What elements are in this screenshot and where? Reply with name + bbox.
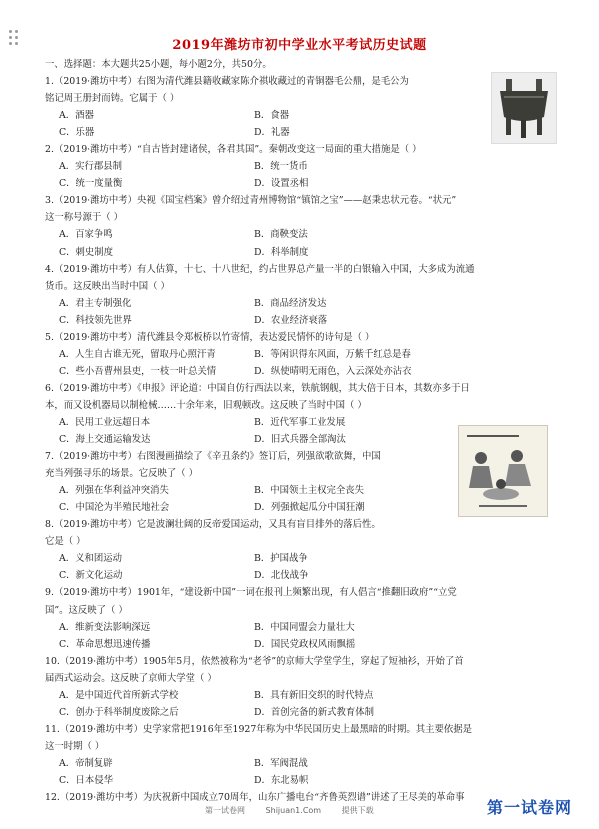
question-text: 它是（ ） bbox=[45, 536, 86, 548]
question-text: 3.（2019·潍坊中考）央视《国宝档案》曾介绍过青州博物馆“镇馆之宝”——赵秉忠状元卷。“状元” bbox=[45, 195, 457, 207]
option-item: B．统一货币 bbox=[254, 161, 308, 173]
option-item: B．近代军事工业发展 bbox=[254, 416, 346, 428]
question-text: 本，而又设机器局以制枪械……十余年来，旧观顿改。这反映了当时中国（ ） bbox=[45, 399, 367, 411]
question-text: 这一时期（ ） bbox=[45, 740, 105, 752]
option-item: D．设置丞相 bbox=[254, 178, 309, 190]
option-row bbox=[45, 755, 545, 772]
brand-logo: 第一试卷网 bbox=[487, 798, 573, 817]
page-title: 2019年潍坊市初中学业水平考试历史试题 bbox=[172, 38, 427, 53]
option-row bbox=[45, 704, 545, 721]
option-row bbox=[45, 107, 545, 124]
option-row bbox=[45, 499, 545, 516]
question-text: 国”。这反映了（ ） bbox=[45, 604, 128, 616]
option-item: A．人生自古谁无死，留取丹心照汗青 bbox=[59, 348, 216, 360]
option-row bbox=[45, 175, 545, 192]
question-text: 12.（2019·潍坊中考）为庆祝新中国成立70周年，山东广播电台“齐鲁英烈谱”讲述了王尽美的革命事 bbox=[45, 792, 465, 804]
option-item: B．军阀混战 bbox=[254, 757, 308, 769]
option-item: C．科技领先世界 bbox=[59, 314, 132, 326]
option-item: D．科举制度 bbox=[254, 246, 309, 258]
option-item: C．革命思想迅速传播 bbox=[59, 638, 151, 650]
option-row bbox=[45, 687, 545, 704]
option-item: A．民用工业远超日本 bbox=[59, 416, 151, 428]
question-text: 9.（2019·潍坊中考）1901年，“建设新中国”一词在报刊上频繁出现，有人倡言“推翻旧政府”“立党 bbox=[45, 587, 457, 599]
option-row bbox=[45, 124, 545, 141]
question-text: 11.（2019·潍坊中考）史学家常把1916年至1927年称为中华民国历史上最黑暗的时期。其主要依据是 bbox=[45, 723, 472, 735]
section-header: 一、选择题：本大题共25小题，每小题2分，共50分。 bbox=[45, 59, 272, 70]
option-item: B．中国同盟会力量壮大 bbox=[254, 621, 355, 633]
option-item: C．刺史制度 bbox=[59, 246, 114, 258]
footer-middle: Shijuan1.Com bbox=[265, 806, 322, 815]
option-item: C．中国沦为半殖民地社会 bbox=[59, 502, 170, 514]
question-text: 6.（2019·潍坊中考）《申报》评论道：中国自仿行西法以来，铁航钢舰，其大倍于日本，其数亦多于日 bbox=[45, 382, 470, 394]
option-item: D．首创完备的新式教育体制 bbox=[254, 706, 375, 718]
question-text: 1.（2019·潍坊中考）右图为清代潍县籍收藏家陈介祺收藏过的青铜器毛公鼎，是毛公为 bbox=[45, 76, 409, 88]
option-row bbox=[45, 619, 545, 636]
question-list bbox=[45, 56, 545, 806]
option-row bbox=[45, 636, 545, 653]
option-item: D．纵使晴明无雨色，入云深处亦沾衣 bbox=[254, 365, 412, 377]
option-item: B．商品经济发达 bbox=[254, 297, 327, 309]
question-text: 充当列强寻乐的场景。它反映了（ ） bbox=[45, 468, 198, 480]
option-item: D．国民党政权风雨飘摇 bbox=[254, 638, 356, 650]
option-item: A．列强在华利益冲突消失 bbox=[59, 485, 169, 497]
option-item: B．中国领土主权完全丧失 bbox=[254, 485, 365, 497]
option-item: B．食器 bbox=[254, 110, 290, 122]
option-row bbox=[45, 158, 545, 175]
option-item: C．创办于科举制度废除之后 bbox=[59, 706, 179, 718]
option-row bbox=[45, 312, 545, 329]
option-item: B．护国战争 bbox=[254, 553, 308, 565]
option-row bbox=[45, 567, 545, 584]
option-item: A．是中国近代首所新式学校 bbox=[59, 689, 179, 701]
option-item: C．日本侵华 bbox=[59, 774, 114, 786]
option-item: C．新文化运动 bbox=[59, 570, 123, 582]
option-item: D．礼器 bbox=[254, 127, 290, 139]
option-row bbox=[45, 363, 545, 380]
option-row bbox=[45, 550, 545, 567]
option-row bbox=[45, 772, 545, 789]
option-row bbox=[45, 346, 545, 363]
footer-right: 提供下载 bbox=[341, 806, 374, 815]
option-row bbox=[45, 431, 545, 448]
option-item: A．百家争鸣 bbox=[59, 229, 113, 241]
option-item: A．维新变法影响深远 bbox=[59, 621, 151, 633]
option-item: D．旧式兵器全部淘汰 bbox=[254, 434, 346, 446]
question-text: 8.（2019·潍坊中考）它是波澜壮阔的反帝爱国运动，又具有盲目排外的落后性。 bbox=[45, 519, 381, 531]
question-text: 5.（2019·潍坊中考）清代潍县令郑板桥以竹寄情，表达爱民情怀的诗句是（ ） bbox=[45, 331, 375, 343]
option-item: A．义和团运动 bbox=[59, 553, 123, 565]
question-text: 10.（2019·潍坊中考）1905年5月，依然被称为“老爷”的京师大学堂学生，穿起了短袖衫，开始了首 bbox=[45, 655, 464, 667]
question-text: 这一称号源于（ ） bbox=[45, 212, 123, 224]
option-item: A．酒器 bbox=[59, 110, 94, 122]
question-text: 届西式运动会。这反映了京师大学堂（ ） bbox=[45, 672, 217, 684]
option-row bbox=[45, 244, 545, 261]
question-text: 铭记周王册封而铸。它属于（ ） bbox=[45, 93, 180, 105]
option-item: C．乐器 bbox=[59, 127, 95, 139]
option-item: A．实行郡县制 bbox=[59, 161, 123, 173]
question-text: 货币。这反映出当时中国（ ） bbox=[45, 280, 170, 292]
question-text: 4.（2019·潍坊中考）有人估算，十七、十八世纪，约占世界总产量一半的白银输入中国，大多成为流通 bbox=[45, 263, 475, 275]
option-item: C．海上交通运输发达 bbox=[59, 434, 151, 446]
option-item: A．帝制复辟 bbox=[59, 757, 113, 769]
option-item: A．君主专制强化 bbox=[59, 297, 132, 309]
option-item: C．统一度量衡 bbox=[59, 178, 123, 190]
option-row bbox=[45, 226, 545, 243]
option-item: B．等闲识得东风面，万紫千红总是春 bbox=[254, 348, 411, 360]
option-item: D．农业经济衰落 bbox=[254, 314, 328, 326]
option-item: B．具有新旧交织的时代特点 bbox=[254, 689, 374, 701]
option-item: D．东北易帜 bbox=[254, 774, 309, 786]
option-item: D．列强掀起瓜分中国狂潮 bbox=[254, 502, 365, 514]
option-row bbox=[45, 295, 545, 312]
question-text: 7.（2019·潍坊中考）右图漫画描绘了《辛丑条约》签订后，列强欲歌欲舞，中国 bbox=[45, 451, 381, 463]
option-row bbox=[45, 414, 545, 431]
question-text: 2.（2019·潍坊中考）“自古皆封建诸侯，各君其国”。秦朝改变这一局面的重大措施是（ ） bbox=[45, 144, 422, 156]
option-item: C．些小吾曹州县吏，一枝一叶总关情 bbox=[59, 365, 217, 377]
option-item: B．商鞅变法 bbox=[254, 229, 308, 241]
footer-left: 第一试卷网 bbox=[205, 806, 245, 815]
footer bbox=[205, 805, 392, 816]
option-item: D．北伐战争 bbox=[254, 570, 309, 582]
option-row bbox=[45, 482, 545, 499]
